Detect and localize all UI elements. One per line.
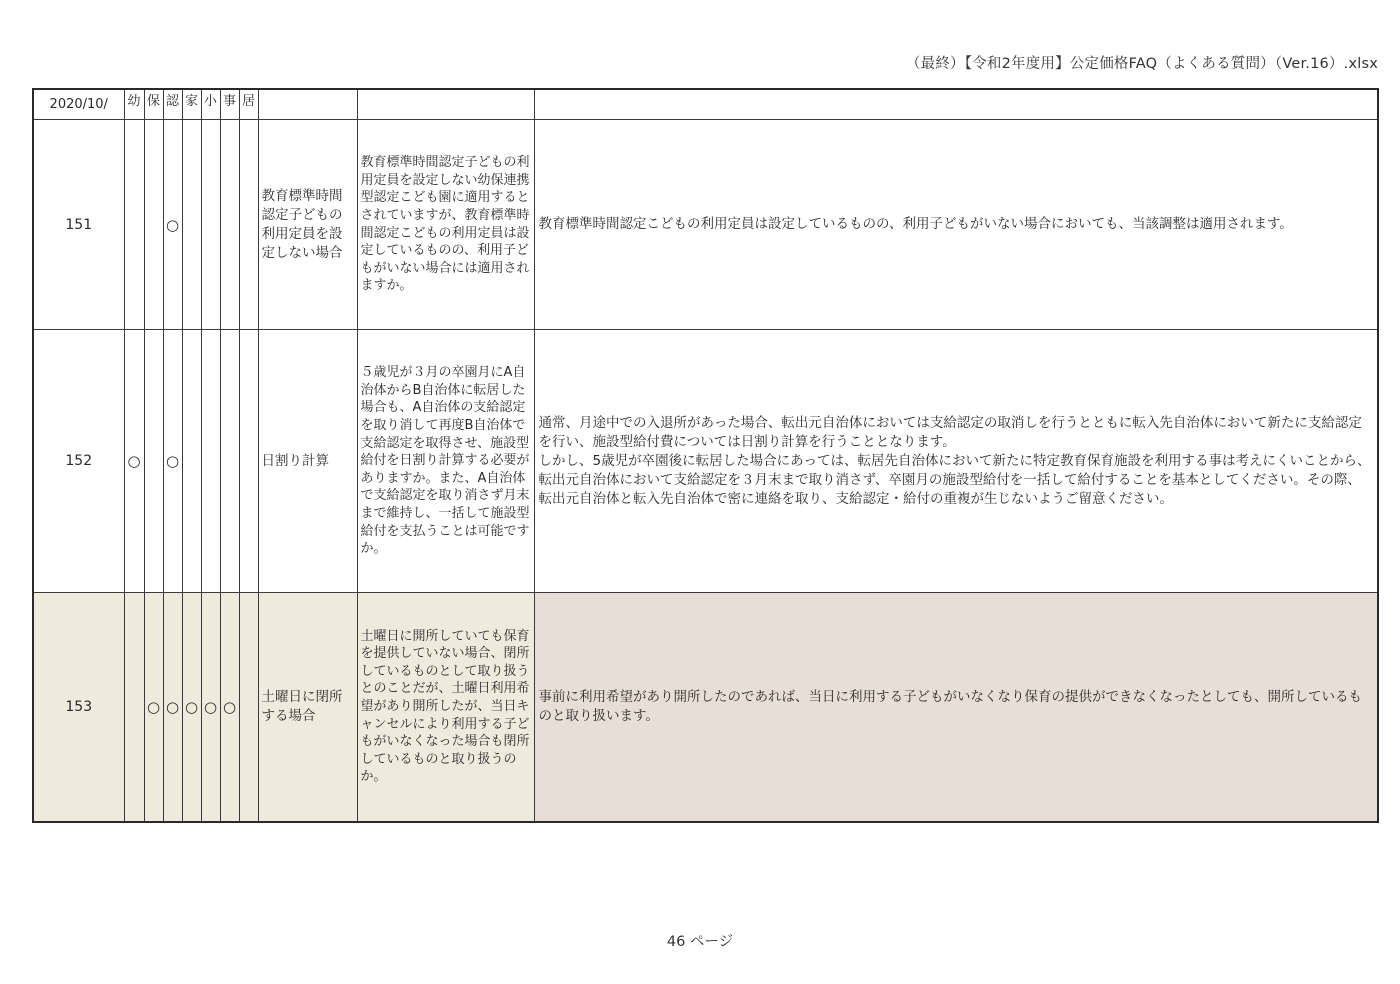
row-number: 152 [33,330,124,593]
flag-cell: ○ [124,330,144,593]
flag-cell [182,120,201,330]
flag-header-sho: 小 [201,89,220,120]
flag-cell [182,330,201,593]
answer-paragraph: 通常、月途中での入退所があった場合、転出元自治体においては支給認定の取消しを行うとともに転入先自治体において新たに支給認定を行い、施設型給付費については日割り計算を行うこととなります。 [538,414,1362,450]
flag-cell [201,330,220,593]
flag-cell [220,330,239,593]
table-row [33,593,1378,822]
flag-cell [124,120,144,330]
flag-cell: ○ [163,330,182,593]
page-number: 46 ページ [666,934,734,950]
flag-cell: ○ [201,593,220,822]
document-title: （最終）【令和2年度用】公定価格FAQ（よくある質問）（Ver.16）.xlsx [905,56,1378,72]
flag-cell [144,330,163,593]
flag-cell [201,120,220,330]
answer-cell [534,593,1378,822]
answer-paragraph: しかし、5歳児が卒園後に転居した場合にあっては、転居先自治体において新たに特定教育保育施設を利用する事は考えにくいことから、転出元自治体において支給認定を３月末まで取り消さず、卒園月の施設型給付を一括して給付することを基本としてください。その際、転出元自治体と転入先自治体で密に連絡を取り、支給認定・給付の重複が生じないようご留意ください。 [538,452,1371,507]
question-cell: ５歳児が３月の卒園月にA自治体からB自治体に転居した場合も、A自治体の支給認定を取り消して再度B自治体で支給認定を取得させ、施設型給付を日割り計算する必要がありますか。また、A自治体で支給認定を取り消さず月末まで維持し、一括して施設型給付を支払うことは可能ですか。 [357,330,534,593]
flag-cell [124,593,144,822]
question-cell: 教育標準時間認定子どもの利用定員を設定しない幼保連携型認定こども園に適用するとされていますが、教育標準時間認定こどもの利用定員は設定しているものの、利用子どもがいない場合には適用されますか。 [357,120,534,330]
flag-cell [239,330,258,593]
flag-cell [239,120,258,330]
flag-header-you: 幼 [124,89,144,120]
topic-header [258,89,357,120]
flag-header-ka: 家 [182,89,201,120]
answer-paragraph: 教育標準時間認定こどもの利用定員は設定しているものの、利用子どもがいない場合においても、当該調整は適用されます。 [538,216,1293,232]
answer-cell [534,120,1378,330]
flag-header-ho: 保 [144,89,163,120]
row-number: 151 [33,120,124,330]
flag-cell: ○ [144,593,163,822]
flag-cell [239,593,258,822]
flag-cell: ○ [182,593,201,822]
question-cell: 土曜日に開所していても保育を提供していない場合、閉所しているものとして取り扱うとのことだが、土曜日利用希望があり開所したが、当日キャンセルにより利用する子どもがいなくなった場合も閉所しているものと取り扱うのか。 [357,593,534,822]
table-row [33,120,1378,330]
flag-cell: ○ [220,593,239,822]
topic-cell: 教育標準時間認定子どもの利用定員を設定しない場合 [258,120,357,330]
flag-header-ji: 事 [220,89,239,120]
topic-cell: 日割り計算 [258,330,357,593]
faq-table [32,88,1379,823]
answer-paragraph: 事前に利用希望があり開所したのであれば、当日に利用する子どもがいなくなり保育の提供ができなくなったとしても、開所しているものと取り扱います。 [538,688,1362,724]
flag-header-nin: 認 [163,89,182,120]
answer-header [534,89,1378,120]
flag-cell: ○ [163,593,182,822]
answer-cell [534,330,1378,593]
topic-cell: 土曜日に閉所する場合 [258,593,357,822]
question-header [357,89,534,120]
flag-cell [144,120,163,330]
flag-cell [220,120,239,330]
row-number: 153 [33,593,124,822]
date-header: 2020/10/ [33,89,124,120]
header-row [33,89,1378,120]
flag-cell: ○ [163,120,182,330]
flag-header-kyo: 居 [239,89,258,120]
table-row [33,330,1378,593]
